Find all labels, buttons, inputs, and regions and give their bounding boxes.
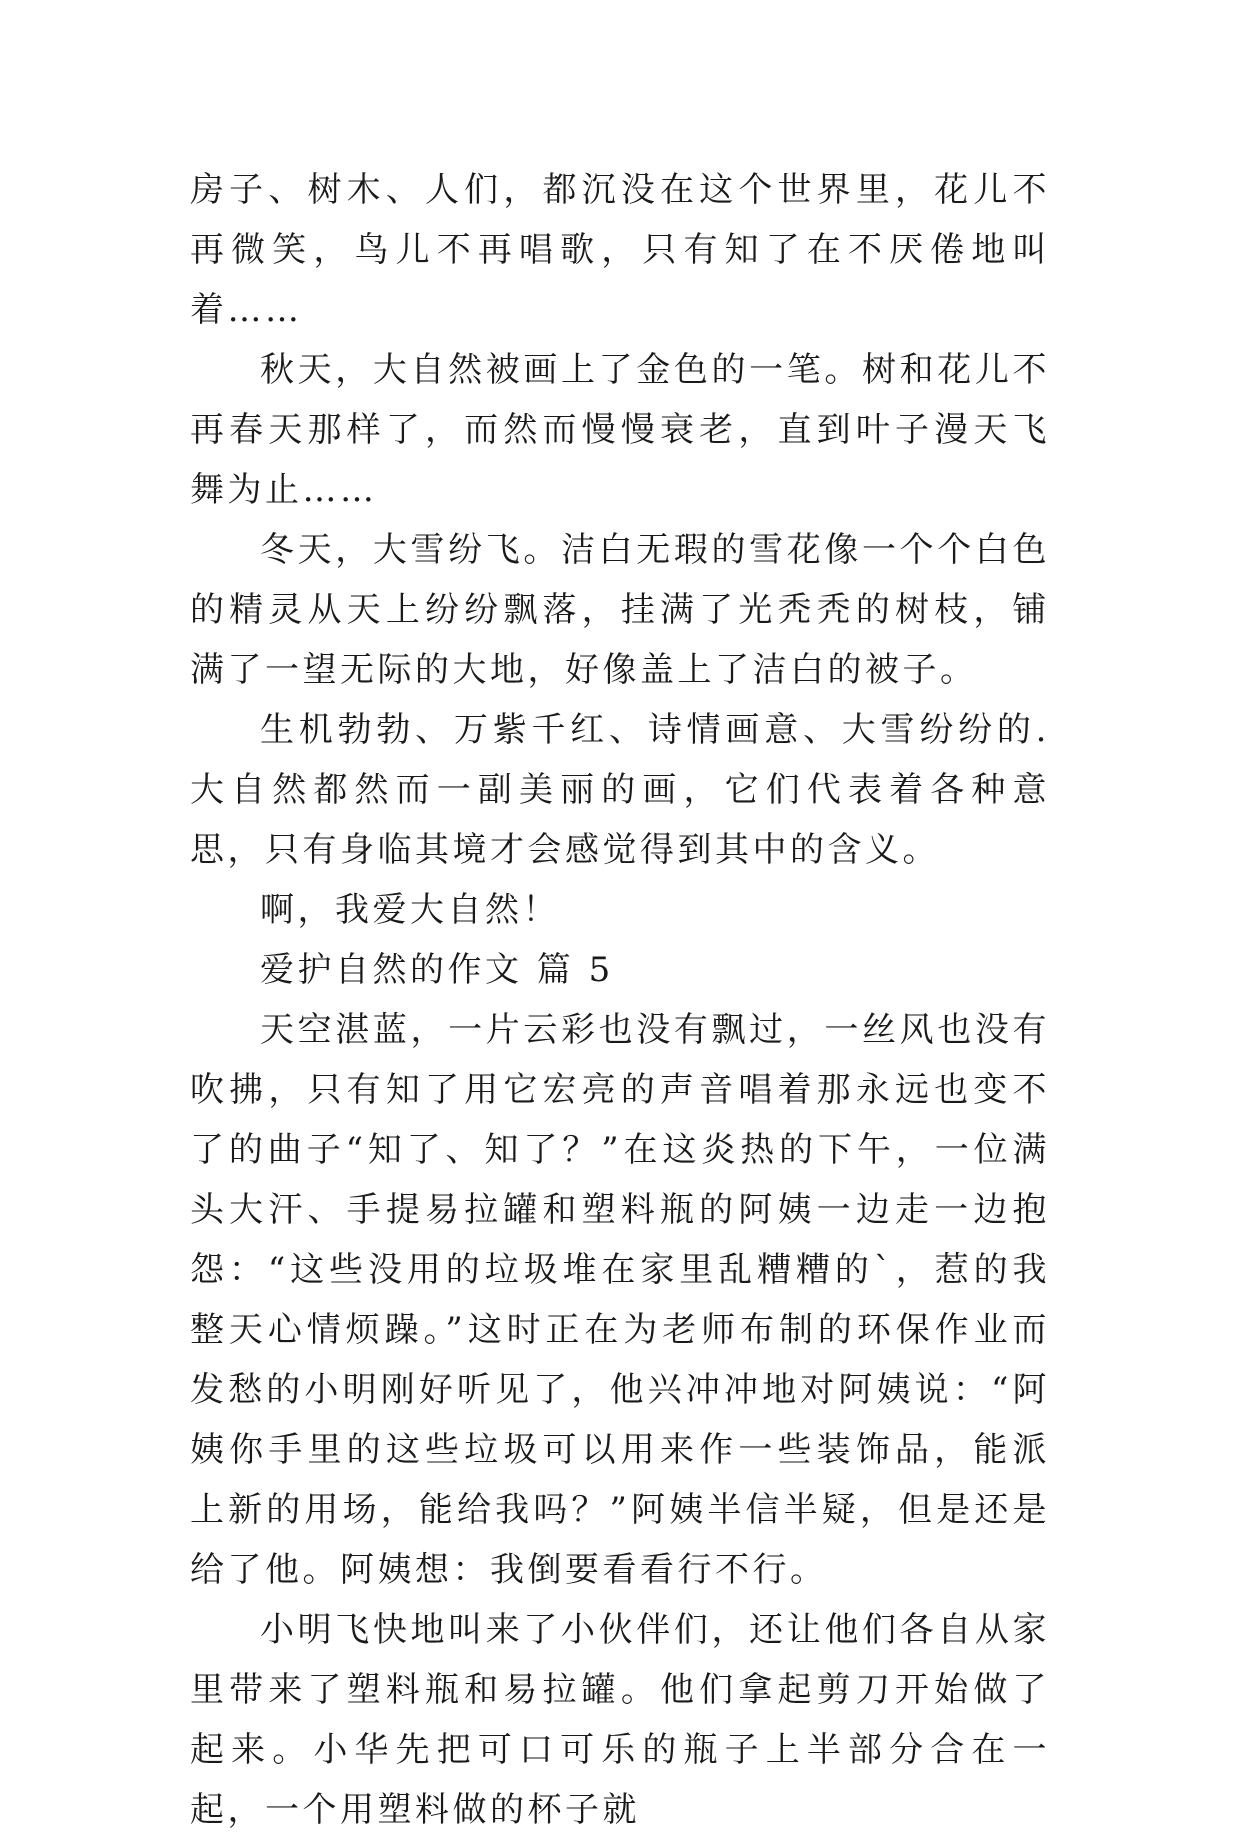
paragraph-winter: 冬天，大雪纷飞。洁白无瑕的雪花像一个个白色的精灵从天上纷纷飘落，挂满了光秃秃的树枝，铺满了一望无际的大地，好像盖上了洁白的被子。 xyxy=(190,530,1050,690)
paragraph-story-1: 天空湛蓝，一片云彩也没有飘过，一丝风也没有吹拂，只有知了用它宏亮的声音唱着那永远也变不了的曲子“知了、知了？”在这炎热的下午，一位满头大汗、手提易拉罐和塑料瓶的阿姨一边走一边抱怨：“这些没用的垃圾堆在家里乱糟糟的`，惹的我整天心情烦躁。”这时正在为老师布制的环保作业而发愁的小明刚好听见了，他兴冲冲地对阿姨说：“阿姨你手里的这些垃圾可以用来作一些装饰品，能派上新的用场，能给我吗？”阿姨半信半疑，但是还是给了他。阿姨想：我倒要看看行不行。 xyxy=(190,1010,1050,1590)
section-heading: 爱护自然的作文 篇 5 xyxy=(260,950,614,990)
paragraph-autumn: 秋天，大自然被画上了金色的一笔。树和花儿不再春天那样了，而然而慢慢衰老，直到叶子漫天飞舞为止…… xyxy=(190,350,1050,510)
paragraph-exclamation: 啊，我爱大自然！ xyxy=(260,890,560,930)
document-body xyxy=(190,160,1050,1840)
paragraph-summary: 生机勃勃、万紫千红、诗情画意、大雪纷纷的.大自然都然而一副美丽的画，它们代表着各种意思，只有身临其境才会感觉得到其中的含义。 xyxy=(190,710,1050,870)
paragraph-story-2: 小明飞快地叫来了小伙伴们，还让他们各自从家里带来了塑料瓶和易拉罐。他们拿起剪刀开始做了起来。小华先把可口可乐的瓶子上半部分合在一起，一个用塑料做的杯子就 xyxy=(190,1610,1050,1830)
paragraph-summer-end: 房子、树木、人们，都沉没在这个世界里，花儿不再微笑，鸟儿不再唱歌，只有知了在不厌倦地叫着…… xyxy=(190,170,1050,330)
